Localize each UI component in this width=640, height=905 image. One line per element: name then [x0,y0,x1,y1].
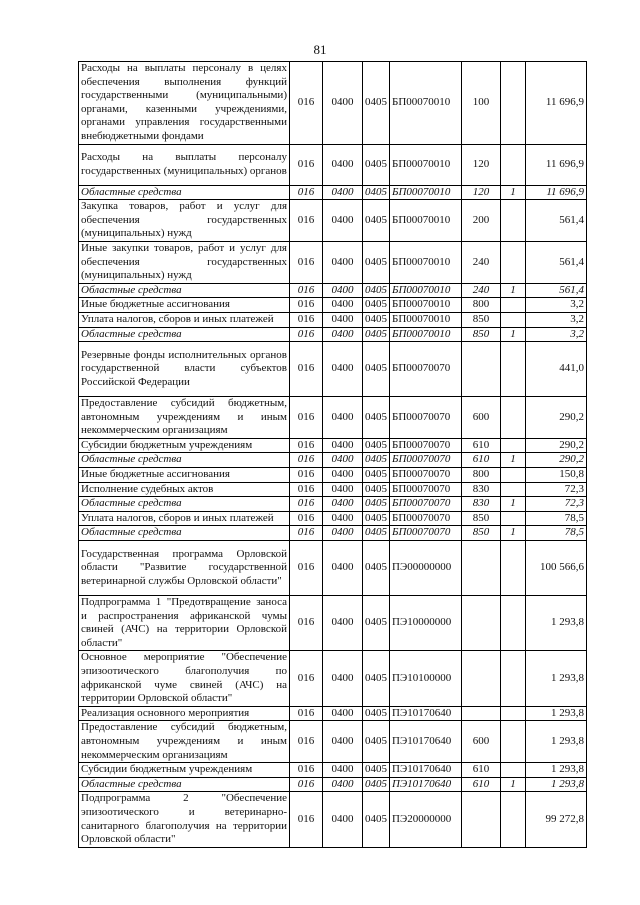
row-name: Субсидии бюджетным учреждениям [79,438,290,453]
table-row [79,777,587,792]
row-amount: 290,2 [526,397,587,439]
row-source-code [501,241,526,283]
row-ministry-code: 016 [290,397,323,439]
row-expense-type: 610 [462,453,501,468]
row-target-article: БП00070010 [390,241,462,283]
table-row [79,185,587,200]
row-name: Закупка товаров, работ и услуг для обеспечения государственных (муниципальных) нужд [79,200,290,242]
row-name: Областные средства [79,777,290,792]
table-row [79,468,587,483]
row-target-article: ПЭ10000000 [390,596,462,651]
row-amount: 561,4 [526,283,587,298]
row-amount: 3,2 [526,327,587,342]
row-ministry-code: 016 [290,144,323,185]
budget-table [78,61,587,848]
row-subsection-code: 0405 [363,497,390,512]
row-source-code: 1 [501,185,526,200]
row-expense-type: 120 [462,185,501,200]
row-ministry-code: 016 [290,438,323,453]
row-expense-type [462,596,501,651]
row-amount: 78,5 [526,526,587,541]
table-row [79,144,587,185]
row-source-code [501,651,526,706]
row-section-code: 0400 [323,706,363,721]
row-section-code: 0400 [323,763,363,778]
row-subsection-code: 0405 [363,763,390,778]
row-subsection-code: 0405 [363,200,390,242]
row-section-code: 0400 [323,792,363,847]
row-source-code [501,468,526,483]
row-subsection-code: 0405 [363,438,390,453]
row-expense-type [462,706,501,721]
row-amount: 561,4 [526,200,587,242]
row-subsection-code: 0405 [363,62,390,145]
row-subsection-code: 0405 [363,526,390,541]
row-amount: 11 696,9 [526,62,587,145]
row-target-article: БП00070010 [390,283,462,298]
row-name: Иные бюджетные ассигнования [79,468,290,483]
row-ministry-code: 016 [290,596,323,651]
row-target-article: ПЭ10170640 [390,763,462,778]
row-ministry-code: 016 [290,453,323,468]
row-subsection-code: 0405 [363,482,390,497]
row-subsection-code: 0405 [363,453,390,468]
row-ministry-code: 016 [290,763,323,778]
row-expense-type: 830 [462,497,501,512]
row-target-article: ПЭ00000000 [390,541,462,596]
row-subsection-code: 0405 [363,342,390,397]
row-source-code [501,62,526,145]
row-target-article: ПЭ20000000 [390,792,462,847]
row-target-article: БП00070070 [390,342,462,397]
row-name: Уплата налогов, сборов и иных платежей [79,312,290,327]
row-name: Предоставление субсидий бюджетным, автономным учреждениям и иным некоммерческим организациям [79,721,290,763]
row-expense-type: 200 [462,200,501,242]
row-ministry-code: 016 [290,526,323,541]
row-target-article: БП00070070 [390,511,462,526]
row-amount: 1 293,8 [526,763,587,778]
row-source-code [501,482,526,497]
row-expense-type: 800 [462,468,501,483]
row-ministry-code: 016 [290,721,323,763]
row-name: Предоставление субсидий бюджетным, автономным учреждениям и иным некоммерческим организациям [79,397,290,439]
row-amount: 72,3 [526,497,587,512]
row-ministry-code: 016 [290,482,323,497]
row-target-article: БП00070070 [390,482,462,497]
row-subsection-code: 0405 [363,144,390,185]
row-ministry-code: 016 [290,777,323,792]
row-subsection-code: 0405 [363,651,390,706]
row-subsection-code: 0405 [363,706,390,721]
table-row [79,327,587,342]
row-ministry-code: 016 [290,468,323,483]
row-target-article: БП00070070 [390,397,462,439]
table-row [79,721,587,763]
row-name: Подпрограмма 2 "Обеспечение эпизоотического и ветеринарно-санитарного благополучия на территории Орловской области" [79,792,290,847]
table-row [79,200,587,242]
row-expense-type: 600 [462,721,501,763]
row-expense-type: 850 [462,511,501,526]
row-expense-type: 240 [462,283,501,298]
row-section-code: 0400 [323,453,363,468]
row-name: Резервные фонды исполнительных органов государственной власти субъектов Российской Федерации [79,342,290,397]
row-source-code [501,792,526,847]
row-target-article: БП00070070 [390,497,462,512]
table-row [79,298,587,313]
row-subsection-code: 0405 [363,792,390,847]
budget-table-body [79,62,587,848]
row-source-code: 1 [501,327,526,342]
row-amount: 1 293,8 [526,596,587,651]
row-amount: 11 696,9 [526,144,587,185]
table-row [79,283,587,298]
row-subsection-code: 0405 [363,283,390,298]
row-amount: 11 696,9 [526,185,587,200]
row-expense-type: 610 [462,763,501,778]
page-number: 81 [313,42,327,57]
table-row [79,497,587,512]
row-section-code: 0400 [323,482,363,497]
row-ministry-code: 016 [290,200,323,242]
row-ministry-code: 016 [290,185,323,200]
row-ministry-code: 016 [290,511,323,526]
row-name: Областные средства [79,185,290,200]
table-row [79,482,587,497]
row-source-code [501,298,526,313]
row-section-code: 0400 [323,144,363,185]
table-row [79,763,587,778]
row-name: Подпрограмма 1 "Предотвращение заноса и распространения африканской чумы свиней (АЧС) на территории Орловской области" [79,596,290,651]
row-target-article: БП00070070 [390,526,462,541]
row-target-article: ПЭ10100000 [390,651,462,706]
row-ministry-code: 016 [290,497,323,512]
row-ministry-code: 016 [290,298,323,313]
row-expense-type: 610 [462,438,501,453]
row-subsection-code: 0405 [363,397,390,439]
row-subsection-code: 0405 [363,777,390,792]
row-source-code: 1 [501,283,526,298]
row-section-code: 0400 [323,541,363,596]
row-expense-type: 610 [462,777,501,792]
row-ministry-code: 016 [290,541,323,596]
row-expense-type: 830 [462,482,501,497]
row-amount: 99 272,8 [526,792,587,847]
row-source-code [501,144,526,185]
row-section-code: 0400 [323,241,363,283]
row-section-code: 0400 [323,497,363,512]
row-ministry-code: 016 [290,283,323,298]
row-target-article: БП00070070 [390,438,462,453]
row-name: Основное мероприятие "Обеспечение эпизоотического благополучия по африканской чуме свиней (АЧС) на территории Орловской области" [79,651,290,706]
row-expense-type: 120 [462,144,501,185]
row-name: Областные средства [79,453,290,468]
row-amount: 441,0 [526,342,587,397]
row-target-article: ПЭ10170640 [390,777,462,792]
table-row [79,438,587,453]
table-row [79,526,587,541]
row-subsection-code: 0405 [363,541,390,596]
row-source-code: 1 [501,526,526,541]
row-source-code [501,397,526,439]
row-source-code: 1 [501,453,526,468]
table-row [79,453,587,468]
row-section-code: 0400 [323,526,363,541]
row-section-code: 0400 [323,468,363,483]
row-section-code: 0400 [323,62,363,145]
row-name: Государственная программа Орловской области "Развитие государственной ветеринарной службы Орловской области" [79,541,290,596]
row-ministry-code: 016 [290,327,323,342]
row-expense-type [462,792,501,847]
row-expense-type: 600 [462,397,501,439]
row-ministry-code: 016 [290,342,323,397]
row-amount: 150,8 [526,468,587,483]
row-target-article: БП00070010 [390,144,462,185]
row-name: Областные средства [79,327,290,342]
row-name: Расходы на выплаты персоналу в целях обеспечения выполнения функций государственными (муниципальными) органами, казенными учреждениями, органами управления государственными внебюджетными фондами [79,62,290,145]
table-row [79,342,587,397]
table-row [79,397,587,439]
row-subsection-code: 0405 [363,241,390,283]
row-ministry-code: 016 [290,241,323,283]
row-expense-type: 240 [462,241,501,283]
row-amount: 72,3 [526,482,587,497]
row-expense-type [462,651,501,706]
row-source-code [501,342,526,397]
row-expense-type: 850 [462,327,501,342]
row-expense-type: 850 [462,312,501,327]
row-name: Областные средства [79,497,290,512]
row-amount: 290,2 [526,453,587,468]
row-source-code: 1 [501,777,526,792]
table-row [79,541,587,596]
table-row [79,511,587,526]
row-amount: 78,5 [526,511,587,526]
row-target-article: ПЭ10170640 [390,706,462,721]
row-source-code [501,596,526,651]
table-row [79,706,587,721]
row-section-code: 0400 [323,777,363,792]
row-subsection-code: 0405 [363,185,390,200]
row-ministry-code: 016 [290,651,323,706]
row-name: Субсидии бюджетным учреждениям [79,763,290,778]
row-ministry-code: 016 [290,62,323,145]
row-section-code: 0400 [323,185,363,200]
row-amount: 561,4 [526,241,587,283]
row-subsection-code: 0405 [363,596,390,651]
table-row [79,241,587,283]
row-ministry-code: 016 [290,706,323,721]
row-source-code [501,312,526,327]
row-name: Иные закупки товаров, работ и услуг для обеспечения государственных (муниципальных) нужд [79,241,290,283]
row-expense-type [462,342,501,397]
table-row [79,312,587,327]
row-amount: 290,2 [526,438,587,453]
row-section-code: 0400 [323,298,363,313]
row-subsection-code: 0405 [363,468,390,483]
table-row [79,596,587,651]
row-amount: 100 566,6 [526,541,587,596]
row-target-article: БП00070070 [390,453,462,468]
row-source-code [501,200,526,242]
row-target-article: БП00070010 [390,298,462,313]
row-target-article: БП00070070 [390,468,462,483]
row-expense-type: 100 [462,62,501,145]
row-source-code [501,511,526,526]
row-target-article: БП00070010 [390,327,462,342]
row-section-code: 0400 [323,651,363,706]
row-target-article: БП00070010 [390,312,462,327]
row-expense-type: 800 [462,298,501,313]
row-target-article: БП00070010 [390,62,462,145]
table-row [79,792,587,847]
row-expense-type: 850 [462,526,501,541]
row-target-article: БП00070010 [390,185,462,200]
row-section-code: 0400 [323,721,363,763]
row-source-code: 1 [501,497,526,512]
row-expense-type [462,541,501,596]
row-name: Расходы на выплаты персоналу государственных (муниципальных) органов [79,144,290,185]
row-amount: 1 293,8 [526,721,587,763]
table-row [79,651,587,706]
row-ministry-code: 016 [290,312,323,327]
row-section-code: 0400 [323,312,363,327]
row-source-code [501,721,526,763]
row-name: Исполнение судебных актов [79,482,290,497]
row-subsection-code: 0405 [363,298,390,313]
row-section-code: 0400 [323,342,363,397]
table-row [79,62,587,145]
row-amount: 3,2 [526,298,587,313]
row-section-code: 0400 [323,438,363,453]
row-amount: 1 293,8 [526,706,587,721]
row-name: Областные средства [79,283,290,298]
row-amount: 1 293,8 [526,777,587,792]
row-target-article: БП00070010 [390,200,462,242]
row-subsection-code: 0405 [363,327,390,342]
row-target-article: ПЭ10170640 [390,721,462,763]
row-section-code: 0400 [323,596,363,651]
row-subsection-code: 0405 [363,312,390,327]
row-name: Областные средства [79,526,290,541]
row-section-code: 0400 [323,397,363,439]
row-name: Уплата налогов, сборов и иных платежей [79,511,290,526]
row-source-code [501,706,526,721]
row-subsection-code: 0405 [363,511,390,526]
row-section-code: 0400 [323,283,363,298]
row-name: Иные бюджетные ассигнования [79,298,290,313]
row-section-code: 0400 [323,511,363,526]
row-ministry-code: 016 [290,792,323,847]
row-section-code: 0400 [323,200,363,242]
row-source-code [501,541,526,596]
row-source-code [501,763,526,778]
row-amount: 3,2 [526,312,587,327]
row-section-code: 0400 [323,327,363,342]
row-amount: 1 293,8 [526,651,587,706]
row-subsection-code: 0405 [363,721,390,763]
row-name: Реализация основного мероприятия [79,706,290,721]
row-source-code [501,438,526,453]
